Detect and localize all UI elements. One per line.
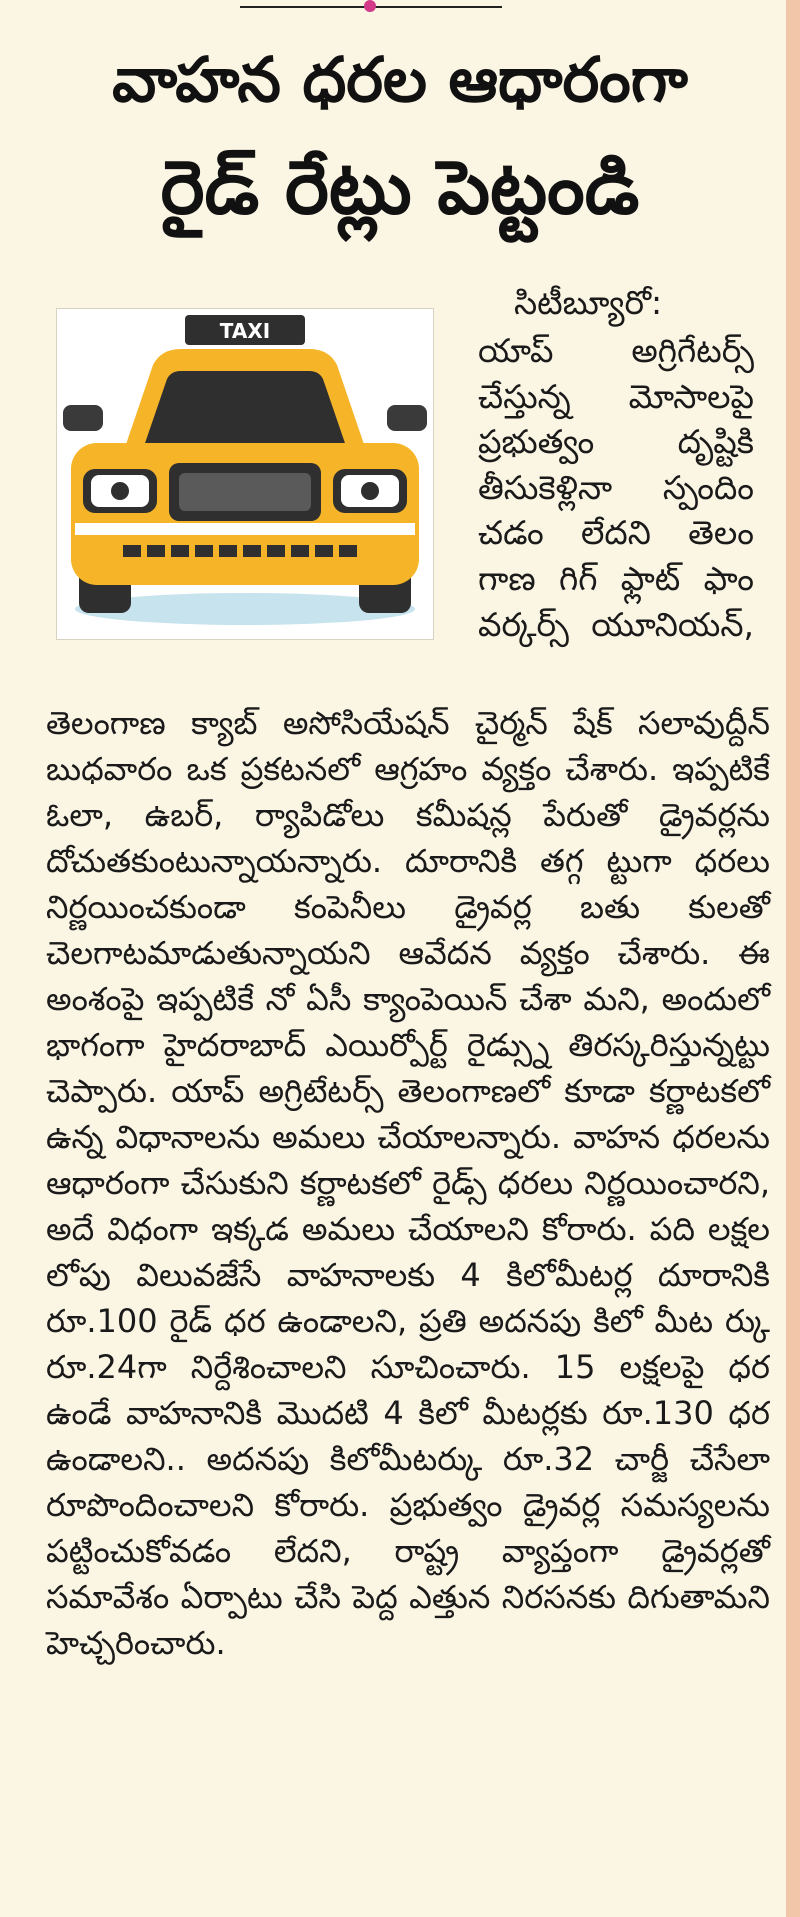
side-line: వర్కర్స్ యూనియన్, — [478, 604, 754, 644]
side-line: చడం లేదని తెలం — [478, 513, 754, 553]
article-body-text: తెలంగాణ క్యాబ్ అసోసియేషన్ చైర్మన్ షేక్ సలావుద్దీన్ బుధవారం ఒక ప్రకటనలో ఆగ్రహం వ్యక్తం చేశారు. ఇప్పటికే ఓలా, ఉబర్, ర్యాపిడోలు కమీషన్ల పేరుతో డ్రైవర్లను దోచుతకుంటున్నాయన్నారు. దూరానికి తగ్గ ట్టుగా ధరలు నిర్ణయించకుండా కంపెనీలు డ్రైవర్ల బతు కులతో చెలగాటమాడుతున్నాయని ఆవేదన వ్యక్తం చేశారు. ఈ అంశంపై ఇప్పటికే నో ఏసీ క్యాంపెయిన్ చేశా మని, అందులో భాగంగా హైదరాబాద్ ఎయిర్పోర్ట్ రైడ్స్ను తిరస్కరిస్తున్నట్టు చెప్పారు. యాప్ అగ్రిటేటర్స్ తెలంగాణలో కూడా కర్ణాటకలో ఉన్న విధానాలను అమలు చేయాలన్నారు. వాహన ధరలను ఆధారంగా చేసుకుని కర్ణాటకలో రైడ్స్ ధరలు నిర్ణయించారని, అదే విధంగా ఇక్కడ అమలు చేయాలని కోరారు. పది లక్షల లోపు విలువజేసే వాహనాలకు 4 కిలోమీటర్ల దూరానికి రూ.100 రైడ్ ధర ఉండాలని, ప్రతి అదనపు కిలో మీట ర్కు రూ.24గా నిర్దేశించాలని సూచించారు. 15 లక్షలపై ధర ఉండే వాహనానికి మొదటి 4 కిలో మీటర్లకు రూ.130 ధర ఉండాలని.. అదనపు కిలోమీటర్కు రూ.32 చార్జీ చేసేలా రూపొందించాలని కోరారు. ప్రభుత్వం డ్రైవర్ల సమస్యలను పట్టించుకోవడం లేదని, రాష్ట్ర వ్యాప్తంగా డ్రైవర్లతో సమావేశం ఏర్పాటు చేసి పెద్ద ఎత్తున నిరసనకు దిగుతామని హెచ్చరించారు. — [46, 704, 770, 1662]
article-body — [46, 700, 770, 1666]
side-column — [478, 328, 754, 647]
side-line: చేస్తున్న మోసాలపై — [478, 376, 754, 416]
headline-line-1: వాహన ధరల ఆధారంగా — [112, 43, 688, 116]
page-edge-strip — [786, 0, 800, 1917]
side-line: గాణ గిగ్ ఫ్లాట్ ఫాం — [478, 558, 754, 598]
side-line: తీసుకెళ్లినా స్పందిం — [478, 467, 754, 507]
taxi-sign-text: TAXI — [219, 319, 271, 343]
divider-dot — [364, 0, 376, 12]
side-line: ప్రభుత్వం దృష్టికి — [478, 422, 754, 462]
byline: సిటీబ్యూరో: — [514, 283, 663, 322]
side-line: యాప్ అగ్రిగేటర్స్ — [478, 331, 754, 370]
headline-line-2: రైడ్ రేట్లు పెట్టండి — [160, 145, 640, 231]
taxi-illustration — [56, 308, 434, 640]
